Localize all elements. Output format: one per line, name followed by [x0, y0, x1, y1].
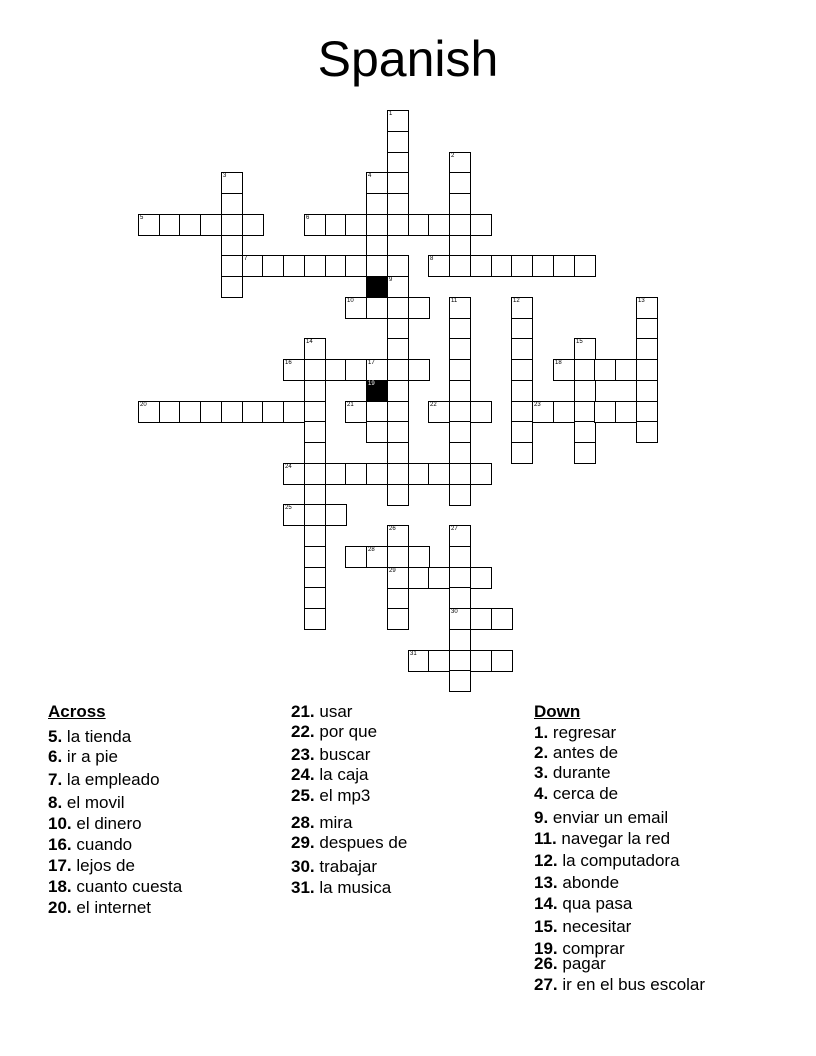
grid-cell[interactable] — [511, 359, 533, 381]
grid-cell[interactable] — [636, 338, 658, 360]
grid-cell[interactable] — [511, 401, 533, 423]
grid-cell[interactable] — [221, 255, 243, 277]
grid-cell[interactable] — [200, 401, 222, 423]
cell-number: 16 — [285, 360, 292, 366]
grid-cell[interactable] — [636, 318, 658, 340]
cell-number: 17 — [368, 360, 375, 366]
grid-cell[interactable] — [408, 359, 430, 381]
grid-cell[interactable] — [387, 276, 409, 298]
clue-number: 2. — [534, 743, 549, 762]
grid-cell[interactable] — [387, 401, 409, 423]
grid-cell[interactable] — [449, 670, 471, 692]
grid-cell[interactable] — [615, 359, 637, 381]
across-clue — [48, 728, 131, 745]
grid-cell[interactable] — [449, 463, 471, 485]
clue-number: 6. — [48, 747, 63, 766]
down-clue — [534, 809, 668, 826]
cell-number: 8 — [430, 256, 434, 262]
grid-cell[interactable] — [366, 401, 388, 423]
clue-number: 11. — [534, 829, 557, 848]
grid-cell[interactable] — [491, 255, 513, 277]
grid-cell[interactable] — [574, 421, 596, 443]
cell-number: 13 — [638, 298, 645, 304]
grid-cell[interactable] — [221, 214, 243, 236]
across-clue — [291, 814, 352, 831]
grid-cell[interactable] — [553, 359, 575, 381]
grid-cell[interactable] — [325, 359, 347, 381]
grid-cell[interactable] — [574, 359, 596, 381]
grid-cell[interactable] — [138, 401, 160, 423]
clue-number: 14. — [534, 894, 558, 913]
grid-cell[interactable] — [345, 546, 367, 568]
clue-text: la computadora — [557, 851, 680, 870]
across-clue — [48, 748, 118, 765]
grid-cell[interactable] — [449, 214, 471, 236]
grid-cell[interactable] — [366, 297, 388, 319]
grid-cell[interactable] — [304, 546, 326, 568]
cell-number: 2 — [451, 153, 455, 159]
grid-cell[interactable] — [304, 484, 326, 506]
grid-cell[interactable] — [449, 172, 471, 194]
grid-cell[interactable] — [304, 359, 326, 381]
grid-cell[interactable] — [532, 255, 554, 277]
grid-cell[interactable] — [179, 214, 201, 236]
clue-number: 16. — [48, 835, 72, 854]
clue-text: buscar — [314, 745, 371, 764]
grid-cell[interactable] — [242, 401, 264, 423]
cell-number: 5 — [140, 215, 144, 221]
clue-text: comprar — [557, 939, 625, 958]
cell-number: 29 — [389, 568, 396, 574]
grid-cell[interactable] — [428, 567, 450, 589]
clue-number: 19. — [534, 939, 558, 958]
clue-number: 28. — [291, 813, 315, 832]
grid-cell[interactable] — [304, 401, 326, 423]
grid-cell[interactable] — [283, 255, 305, 277]
clue-text: pagar — [557, 954, 606, 973]
grid-cell[interactable] — [511, 318, 533, 340]
grid-cell[interactable] — [470, 463, 492, 485]
grid-cell[interactable] — [636, 297, 658, 319]
grid-cell[interactable] — [366, 546, 388, 568]
clue-text: la tienda — [62, 727, 132, 746]
grid-cell[interactable] — [428, 463, 450, 485]
down-clue — [534, 955, 606, 972]
grid-cell[interactable] — [615, 401, 637, 423]
grid-cell[interactable] — [470, 650, 492, 672]
grid-cell[interactable] — [304, 338, 326, 360]
clue-text: navegar la red — [556, 829, 671, 848]
clue-text: antes de — [548, 743, 619, 762]
down-clue — [534, 764, 611, 781]
grid-cell[interactable] — [408, 463, 430, 485]
grid-cell[interactable] — [387, 297, 409, 319]
grid-cell[interactable] — [304, 567, 326, 589]
grid-cell[interactable] — [283, 401, 305, 423]
grid-cell[interactable] — [366, 463, 388, 485]
grid-cell[interactable] — [325, 463, 347, 485]
cell-number: 12 — [513, 298, 520, 304]
cell-number: 19 — [368, 381, 375, 387]
grid-cell[interactable] — [449, 338, 471, 360]
grid-cell[interactable] — [387, 442, 409, 464]
clue-number: 21. — [291, 702, 315, 721]
clue-number: 31. — [291, 878, 315, 897]
grid-cell[interactable] — [636, 421, 658, 443]
down-clue — [534, 830, 670, 847]
clue-text: cerca de — [548, 784, 619, 803]
grid-cell[interactable] — [511, 297, 533, 319]
down-heading: Down — [534, 702, 581, 721]
grid-cell[interactable] — [449, 608, 471, 630]
across-clue — [48, 771, 160, 788]
clue-text: trabajar — [314, 857, 378, 876]
grid-cell[interactable] — [491, 608, 513, 630]
down-clue — [534, 895, 632, 912]
grid-cell[interactable] — [387, 193, 409, 215]
grid-cell[interactable] — [387, 463, 409, 485]
clue-text: durante — [548, 763, 611, 782]
grid-cell[interactable] — [449, 546, 471, 568]
clue-text: qua pasa — [557, 894, 633, 913]
grid-cell[interactable] — [408, 546, 430, 568]
grid-cell[interactable] — [511, 380, 533, 402]
clue-number: 13. — [534, 873, 558, 892]
grid-cell[interactable] — [221, 172, 243, 194]
grid-cell[interactable] — [221, 235, 243, 257]
grid-cell[interactable] — [387, 484, 409, 506]
clue-text: por que — [314, 722, 378, 741]
grid-cell[interactable] — [387, 172, 409, 194]
grid-cell[interactable] — [449, 318, 471, 340]
clue-number: 26. — [534, 954, 558, 973]
grid-cell[interactable] — [449, 401, 471, 423]
across-clue — [48, 815, 142, 832]
clue-number: 7. — [48, 770, 63, 789]
grid-cell[interactable] — [283, 359, 305, 381]
grid-cell[interactable] — [449, 587, 471, 609]
clue-text: ir en el bus escolar — [557, 975, 706, 994]
grid-cell[interactable] — [387, 587, 409, 609]
cell-number: 30 — [451, 609, 458, 615]
grid-cell[interactable] — [387, 131, 409, 153]
across-clue — [48, 899, 151, 916]
clue-text: el mp3 — [314, 786, 371, 805]
clue-text: la empleado — [62, 770, 160, 789]
grid-cell[interactable] — [366, 235, 388, 257]
grid-cell[interactable] — [553, 401, 575, 423]
grid-cell[interactable] — [366, 359, 388, 381]
cell-number: 28 — [368, 547, 375, 553]
grid-cell[interactable] — [449, 421, 471, 443]
grid-cell[interactable] — [366, 255, 388, 277]
cell-number: 4 — [368, 173, 372, 179]
clue-number: 24. — [291, 765, 315, 784]
clue-number: 25. — [291, 786, 315, 805]
clue-text: la musica — [314, 878, 392, 897]
cell-number: 1 — [389, 111, 393, 117]
grid-cell[interactable] — [366, 193, 388, 215]
clue-number: 29. — [291, 833, 315, 852]
grid-cell[interactable] — [594, 359, 616, 381]
grid-cell[interactable] — [387, 318, 409, 340]
grid-cell[interactable] — [304, 214, 326, 236]
cell-number: 3 — [223, 173, 227, 179]
grid-cell[interactable] — [449, 484, 471, 506]
grid-cell[interactable] — [428, 650, 450, 672]
clue-number: 23. — [291, 745, 315, 764]
cell-number: 6 — [306, 215, 310, 221]
down-clue — [534, 976, 705, 993]
grid-cell[interactable] — [449, 380, 471, 402]
cell-number: 24 — [285, 464, 292, 470]
grid-cell[interactable] — [366, 172, 388, 194]
grid-cell[interactable] — [387, 546, 409, 568]
grid-cell[interactable] — [304, 421, 326, 443]
cell-number: 25 — [285, 505, 292, 511]
across-clue — [48, 794, 125, 811]
grid-cell[interactable] — [449, 359, 471, 381]
grid-cell[interactable] — [470, 214, 492, 236]
grid-cell[interactable] — [387, 152, 409, 174]
cell-number: 20 — [140, 402, 147, 408]
grid-cell[interactable] — [408, 297, 430, 319]
grid-cell[interactable] — [283, 463, 305, 485]
clue-text: ir a pie — [62, 747, 118, 766]
clue-number: 15. — [534, 917, 558, 936]
down-clue — [534, 918, 631, 935]
grid-cell[interactable] — [304, 255, 326, 277]
grid-cell[interactable] — [345, 463, 367, 485]
grid-cell[interactable] — [511, 255, 533, 277]
grid-cell[interactable] — [325, 214, 347, 236]
down-clue — [534, 744, 618, 761]
grid-cell[interactable] — [325, 255, 347, 277]
grid-cell[interactable] — [283, 504, 305, 526]
grid-cell[interactable] — [387, 338, 409, 360]
grid-cell[interactable] — [366, 421, 388, 443]
cell-number: 18 — [555, 360, 562, 366]
grid-cell[interactable] — [304, 380, 326, 402]
grid-cell[interactable] — [553, 255, 575, 277]
cell-number: 21 — [347, 402, 354, 408]
across-clue — [48, 836, 132, 853]
clue-text: el dinero — [71, 814, 142, 833]
across-clue — [48, 857, 135, 874]
grid-cell[interactable] — [574, 338, 596, 360]
cell-number: 22 — [430, 402, 437, 408]
grid-cell[interactable] — [138, 214, 160, 236]
grid-cell[interactable] — [449, 650, 471, 672]
grid-cell[interactable] — [408, 567, 430, 589]
grid-cell[interactable] — [636, 359, 658, 381]
grid-cell[interactable] — [262, 255, 284, 277]
grid-cell[interactable] — [449, 629, 471, 651]
cell-number: 10 — [347, 298, 354, 304]
grid-cell[interactable] — [470, 567, 492, 589]
grid-cell[interactable] — [511, 338, 533, 360]
cell-number: 14 — [306, 339, 313, 345]
clue-number: 27. — [534, 975, 558, 994]
clue-text: usar — [314, 702, 353, 721]
cell-number: 11 — [451, 298, 458, 304]
clue-text: cuando — [71, 835, 133, 854]
clue-number: 17. — [48, 856, 72, 875]
down-clue — [534, 852, 680, 869]
grid-cell[interactable] — [428, 255, 450, 277]
clue-text: regresar — [548, 723, 617, 742]
across-clue — [291, 723, 377, 740]
grid-cell[interactable] — [636, 380, 658, 402]
grid-cell[interactable] — [221, 401, 243, 423]
grid-cell[interactable] — [387, 255, 409, 277]
grid-cell[interactable] — [345, 214, 367, 236]
grid-cell[interactable] — [636, 401, 658, 423]
grid-cell[interactable] — [594, 401, 616, 423]
grid-cell[interactable] — [221, 193, 243, 215]
clue-number: 20. — [48, 898, 72, 917]
cell-number: 31 — [410, 651, 417, 657]
grid-cell[interactable] — [304, 504, 326, 526]
cell-number: 15 — [576, 339, 583, 345]
cell-number: 9 — [389, 277, 393, 283]
grid-cell[interactable] — [449, 193, 471, 215]
clue-text: mira — [314, 813, 353, 832]
clue-text: enviar un email — [548, 808, 669, 827]
down-clue — [534, 785, 618, 802]
clue-text: el movil — [62, 793, 125, 812]
clue-text: lejos de — [71, 856, 135, 875]
grid-cell[interactable] — [387, 214, 409, 236]
grid-cell[interactable] — [449, 152, 471, 174]
grid-cell[interactable] — [574, 442, 596, 464]
across-clue — [291, 787, 370, 804]
cell-number: 23 — [534, 402, 541, 408]
clue-number: 12. — [534, 851, 558, 870]
cell-number: 27 — [451, 526, 458, 532]
grid-cell[interactable] — [449, 442, 471, 464]
grid-cell[interactable] — [387, 608, 409, 630]
cell-number: 7 — [244, 256, 248, 262]
grid-cell[interactable] — [449, 525, 471, 547]
black-cell — [366, 276, 388, 298]
grid-cell[interactable] — [179, 401, 201, 423]
grid-cell[interactable] — [574, 255, 596, 277]
clue-number: 18. — [48, 877, 72, 896]
clue-text: la caja — [314, 765, 369, 784]
grid-cell[interactable] — [449, 297, 471, 319]
grid-cell[interactable] — [159, 214, 181, 236]
grid-cell[interactable] — [242, 214, 264, 236]
grid-cell[interactable] — [387, 359, 409, 381]
grid-cell[interactable] — [262, 401, 284, 423]
across-clue — [48, 878, 182, 895]
grid-cell[interactable] — [345, 359, 367, 381]
grid-cell[interactable] — [470, 608, 492, 630]
grid-cell[interactable] — [491, 650, 513, 672]
clue-number: 8. — [48, 793, 63, 812]
clue-text: cuanto cuesta — [71, 877, 183, 896]
grid-cell[interactable] — [387, 567, 409, 589]
across-clue — [291, 858, 377, 875]
clue-number: 22. — [291, 722, 315, 741]
grid-cell[interactable] — [470, 255, 492, 277]
grid-cell[interactable] — [428, 401, 450, 423]
grid-cell[interactable] — [159, 401, 181, 423]
grid-cell[interactable] — [304, 525, 326, 547]
grid-cell[interactable] — [387, 421, 409, 443]
across-clue — [291, 766, 369, 783]
grid-cell[interactable] — [387, 110, 409, 132]
grid-cell[interactable] — [304, 442, 326, 464]
clue-number: 4. — [534, 784, 549, 803]
grid-cell[interactable] — [470, 401, 492, 423]
grid-cell[interactable] — [304, 587, 326, 609]
grid-cell[interactable] — [345, 297, 367, 319]
clue-text: despues de — [314, 833, 408, 852]
grid-cell[interactable] — [449, 567, 471, 589]
cell-number: 26 — [389, 526, 396, 532]
black-cell — [366, 380, 388, 402]
grid-cell[interactable] — [511, 421, 533, 443]
clue-number: 5. — [48, 727, 63, 746]
grid-cell[interactable] — [532, 401, 554, 423]
clue-text: necesitar — [557, 917, 632, 936]
grid-cell[interactable] — [574, 401, 596, 423]
across-clue — [291, 879, 391, 896]
grid-cell[interactable] — [408, 214, 430, 236]
grid-cell[interactable] — [449, 255, 471, 277]
grid-cell[interactable] — [366, 214, 388, 236]
grid-cell[interactable] — [325, 504, 347, 526]
clue-number: 1. — [534, 723, 549, 742]
grid-cell[interactable] — [574, 380, 596, 402]
across-clue — [291, 703, 352, 720]
grid-cell[interactable] — [428, 214, 450, 236]
clue-text: el internet — [71, 898, 152, 917]
grid-cell[interactable] — [408, 650, 430, 672]
grid-cell[interactable] — [387, 525, 409, 547]
clue-number: 9. — [534, 808, 549, 827]
clue-number: 30. — [291, 857, 315, 876]
grid-cell[interactable] — [511, 442, 533, 464]
down-clue — [534, 724, 616, 741]
grid-cell[interactable] — [304, 608, 326, 630]
across-heading: Across — [48, 702, 106, 721]
grid-cell[interactable] — [345, 255, 367, 277]
grid-cell[interactable] — [221, 276, 243, 298]
clue-text: abonde — [557, 873, 620, 892]
across-clue — [291, 746, 370, 763]
clue-number: 10. — [48, 814, 72, 833]
grid-cell[interactable] — [387, 380, 409, 402]
clue-number: 3. — [534, 763, 549, 782]
grid-cell[interactable] — [200, 214, 222, 236]
grid-cell[interactable] — [304, 463, 326, 485]
grid-cell[interactable] — [449, 235, 471, 257]
puzzle-title: Spanish — [317, 31, 499, 87]
across-clue — [291, 834, 407, 851]
grid-cell[interactable] — [242, 255, 264, 277]
grid-cell[interactable] — [345, 401, 367, 423]
down-clue — [534, 874, 619, 891]
